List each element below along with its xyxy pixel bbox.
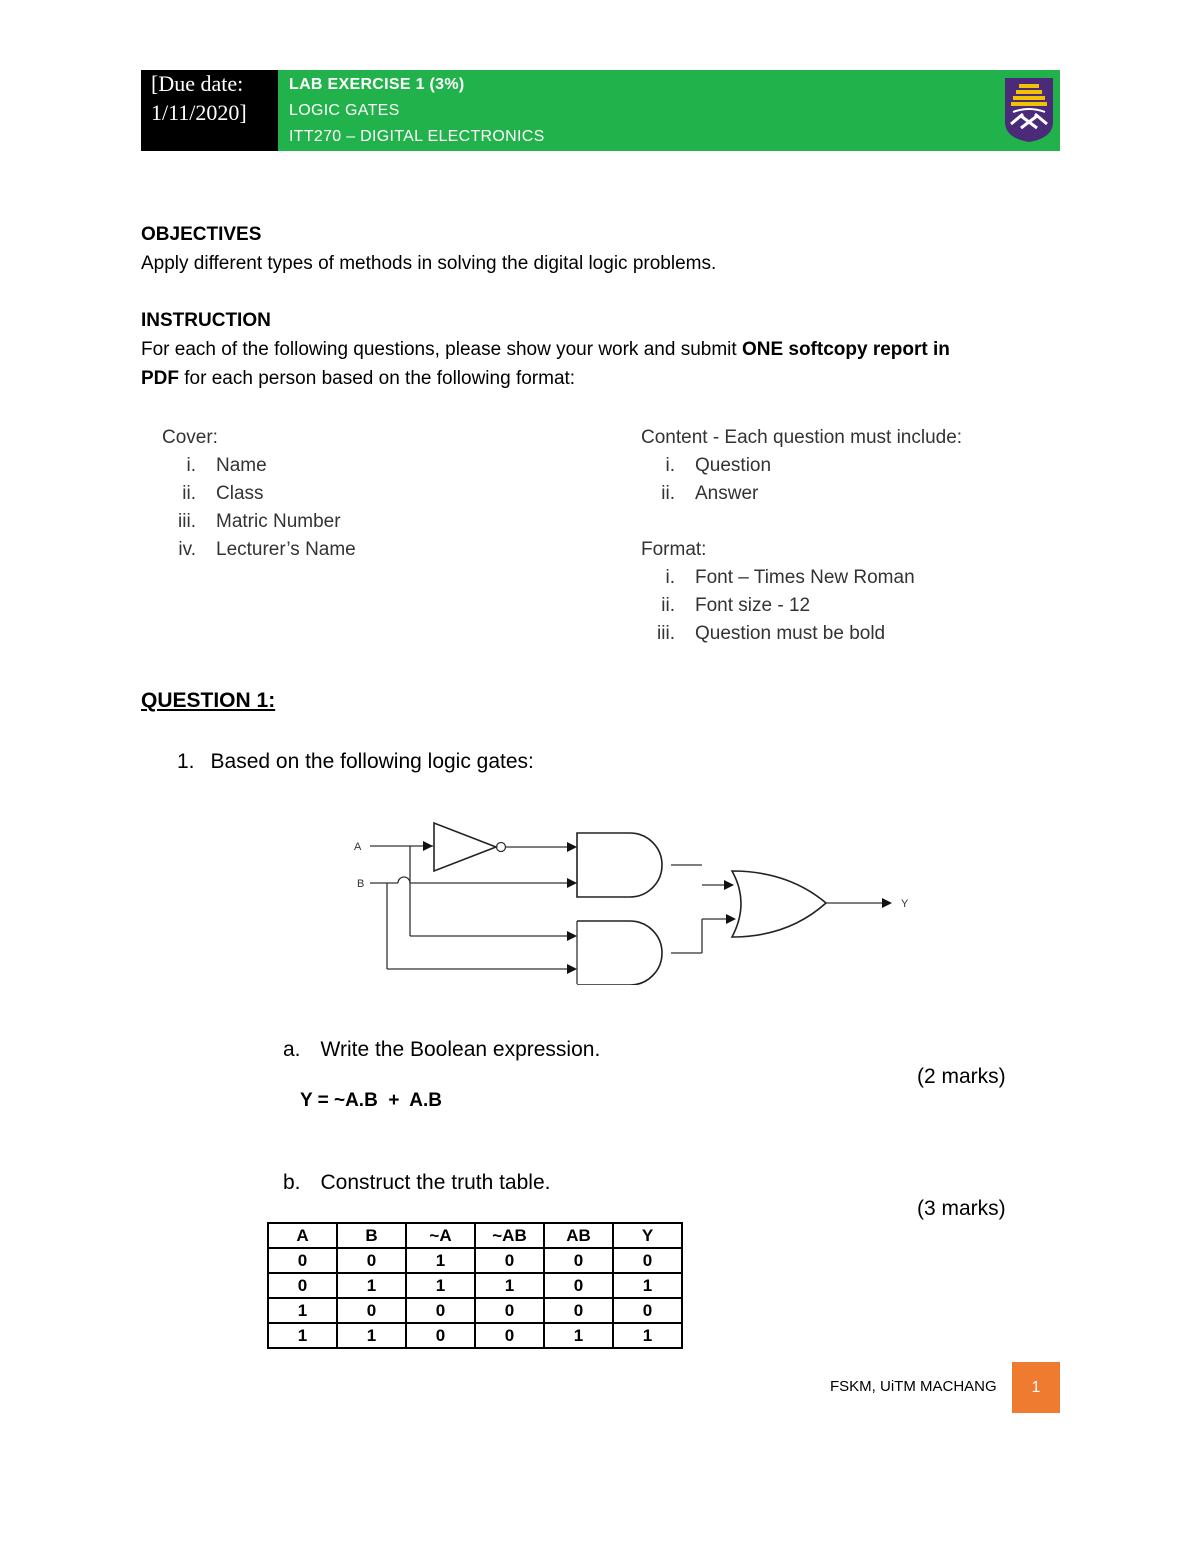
footer-text: FSKM, UiTM MACHANG bbox=[830, 1378, 997, 1395]
list-item: i. Font – Times New Roman bbox=[665, 567, 915, 588]
objectives-text: Apply different types of methods in solving the digital logic problems. bbox=[141, 253, 717, 274]
table-cell: 1 bbox=[613, 1273, 682, 1298]
content-heading: Content - Each question must include: bbox=[641, 427, 963, 448]
part-a-question: a. Write the Boolean expression. bbox=[283, 1038, 601, 1061]
column-header: Y bbox=[613, 1223, 682, 1248]
table-cell: 1 bbox=[337, 1323, 406, 1348]
format-heading: Format: bbox=[641, 539, 707, 560]
table-cell: 1 bbox=[406, 1248, 475, 1273]
due-date-box bbox=[141, 70, 278, 151]
table-header-row bbox=[268, 1223, 682, 1248]
table-cell: 1 bbox=[337, 1273, 406, 1298]
list-item: ii. Answer bbox=[661, 483, 759, 504]
table-cell: 0 bbox=[268, 1273, 337, 1298]
cover-heading: Cover: bbox=[162, 427, 218, 448]
truth-table bbox=[267, 1222, 683, 1349]
part-a-marks: (2 marks) bbox=[917, 1065, 1006, 1088]
table-cell: 0 bbox=[406, 1298, 475, 1323]
question1-heading: QUESTION 1: bbox=[141, 689, 276, 712]
list-item: ii. Font size - 12 bbox=[661, 595, 811, 616]
table-cell: 0 bbox=[544, 1298, 613, 1323]
table-row bbox=[268, 1248, 682, 1273]
lab-title: LAB EXERCISE 1 (3%) bbox=[289, 76, 465, 93]
column-header: B bbox=[337, 1223, 406, 1248]
table-cell: 0 bbox=[268, 1248, 337, 1273]
table-cell: 0 bbox=[337, 1248, 406, 1273]
boolean-expression: Y = ~A.B + A.B bbox=[300, 1090, 443, 1111]
table-row bbox=[268, 1273, 682, 1298]
output-y-label: Y bbox=[901, 898, 909, 910]
list-item: i. Name bbox=[186, 455, 267, 476]
table-cell: 0 bbox=[613, 1248, 682, 1273]
page-number: 1 bbox=[1012, 1362, 1060, 1413]
table-cell: 1 bbox=[406, 1273, 475, 1298]
table-cell: 1 bbox=[475, 1273, 544, 1298]
format-list bbox=[605, 564, 915, 648]
table-cell: 0 bbox=[337, 1298, 406, 1323]
column-header: ~A bbox=[406, 1223, 475, 1248]
list-item: i. Question bbox=[665, 455, 772, 476]
table-cell: 0 bbox=[475, 1323, 544, 1348]
table-cell: 0 bbox=[613, 1298, 682, 1323]
course-name: ITT270 – DIGITAL ELECTRONICS bbox=[289, 128, 545, 145]
instruction-text-line1: For each of the following questions, please show your work and submit ONE softcopy report in bbox=[141, 339, 950, 360]
lab-subtitle: LOGIC GATES bbox=[289, 102, 400, 119]
due-date-line1: [Due date: bbox=[151, 71, 244, 96]
cover-list bbox=[126, 452, 356, 564]
table-row bbox=[268, 1323, 682, 1348]
table-cell: 0 bbox=[475, 1298, 544, 1323]
table-cell: 0 bbox=[406, 1323, 475, 1348]
instruction-heading: INSTRUCTION bbox=[141, 310, 271, 331]
due-date-line2: 1/11/2020] bbox=[151, 100, 247, 125]
list-item: ii. Class bbox=[182, 483, 264, 504]
input-b-label: B bbox=[357, 878, 365, 890]
list-item: iii. Matric Number bbox=[178, 511, 341, 532]
column-header: ~AB bbox=[475, 1223, 544, 1248]
table-row bbox=[268, 1298, 682, 1323]
question1-item: 1. Based on the following logic gates: bbox=[177, 750, 534, 773]
input-a-label: A bbox=[354, 841, 362, 853]
header-bar bbox=[278, 70, 1060, 151]
column-header: AB bbox=[544, 1223, 613, 1248]
table-cell: 1 bbox=[268, 1298, 337, 1323]
list-item: iv. Lecturer’s Name bbox=[178, 539, 356, 560]
list-item: iii. Question must be bold bbox=[657, 623, 886, 644]
logic-gate-diagram bbox=[340, 815, 930, 985]
table-cell: 1 bbox=[613, 1323, 682, 1348]
table-cell: 1 bbox=[268, 1323, 337, 1348]
objectives-heading: OBJECTIVES bbox=[141, 224, 262, 245]
table-cell: 0 bbox=[475, 1248, 544, 1273]
part-b-marks: (3 marks) bbox=[917, 1197, 1006, 1220]
column-header: A bbox=[268, 1223, 337, 1248]
content-list bbox=[605, 452, 771, 508]
table-cell: 0 bbox=[544, 1273, 613, 1298]
table-cell: 0 bbox=[544, 1248, 613, 1273]
uitm-logo-icon bbox=[1003, 76, 1055, 144]
instruction-text-line2: PDF for each person based on the following format: bbox=[141, 368, 576, 389]
table-cell: 1 bbox=[544, 1323, 613, 1348]
part-b-question: b. Construct the truth table. bbox=[283, 1171, 551, 1194]
